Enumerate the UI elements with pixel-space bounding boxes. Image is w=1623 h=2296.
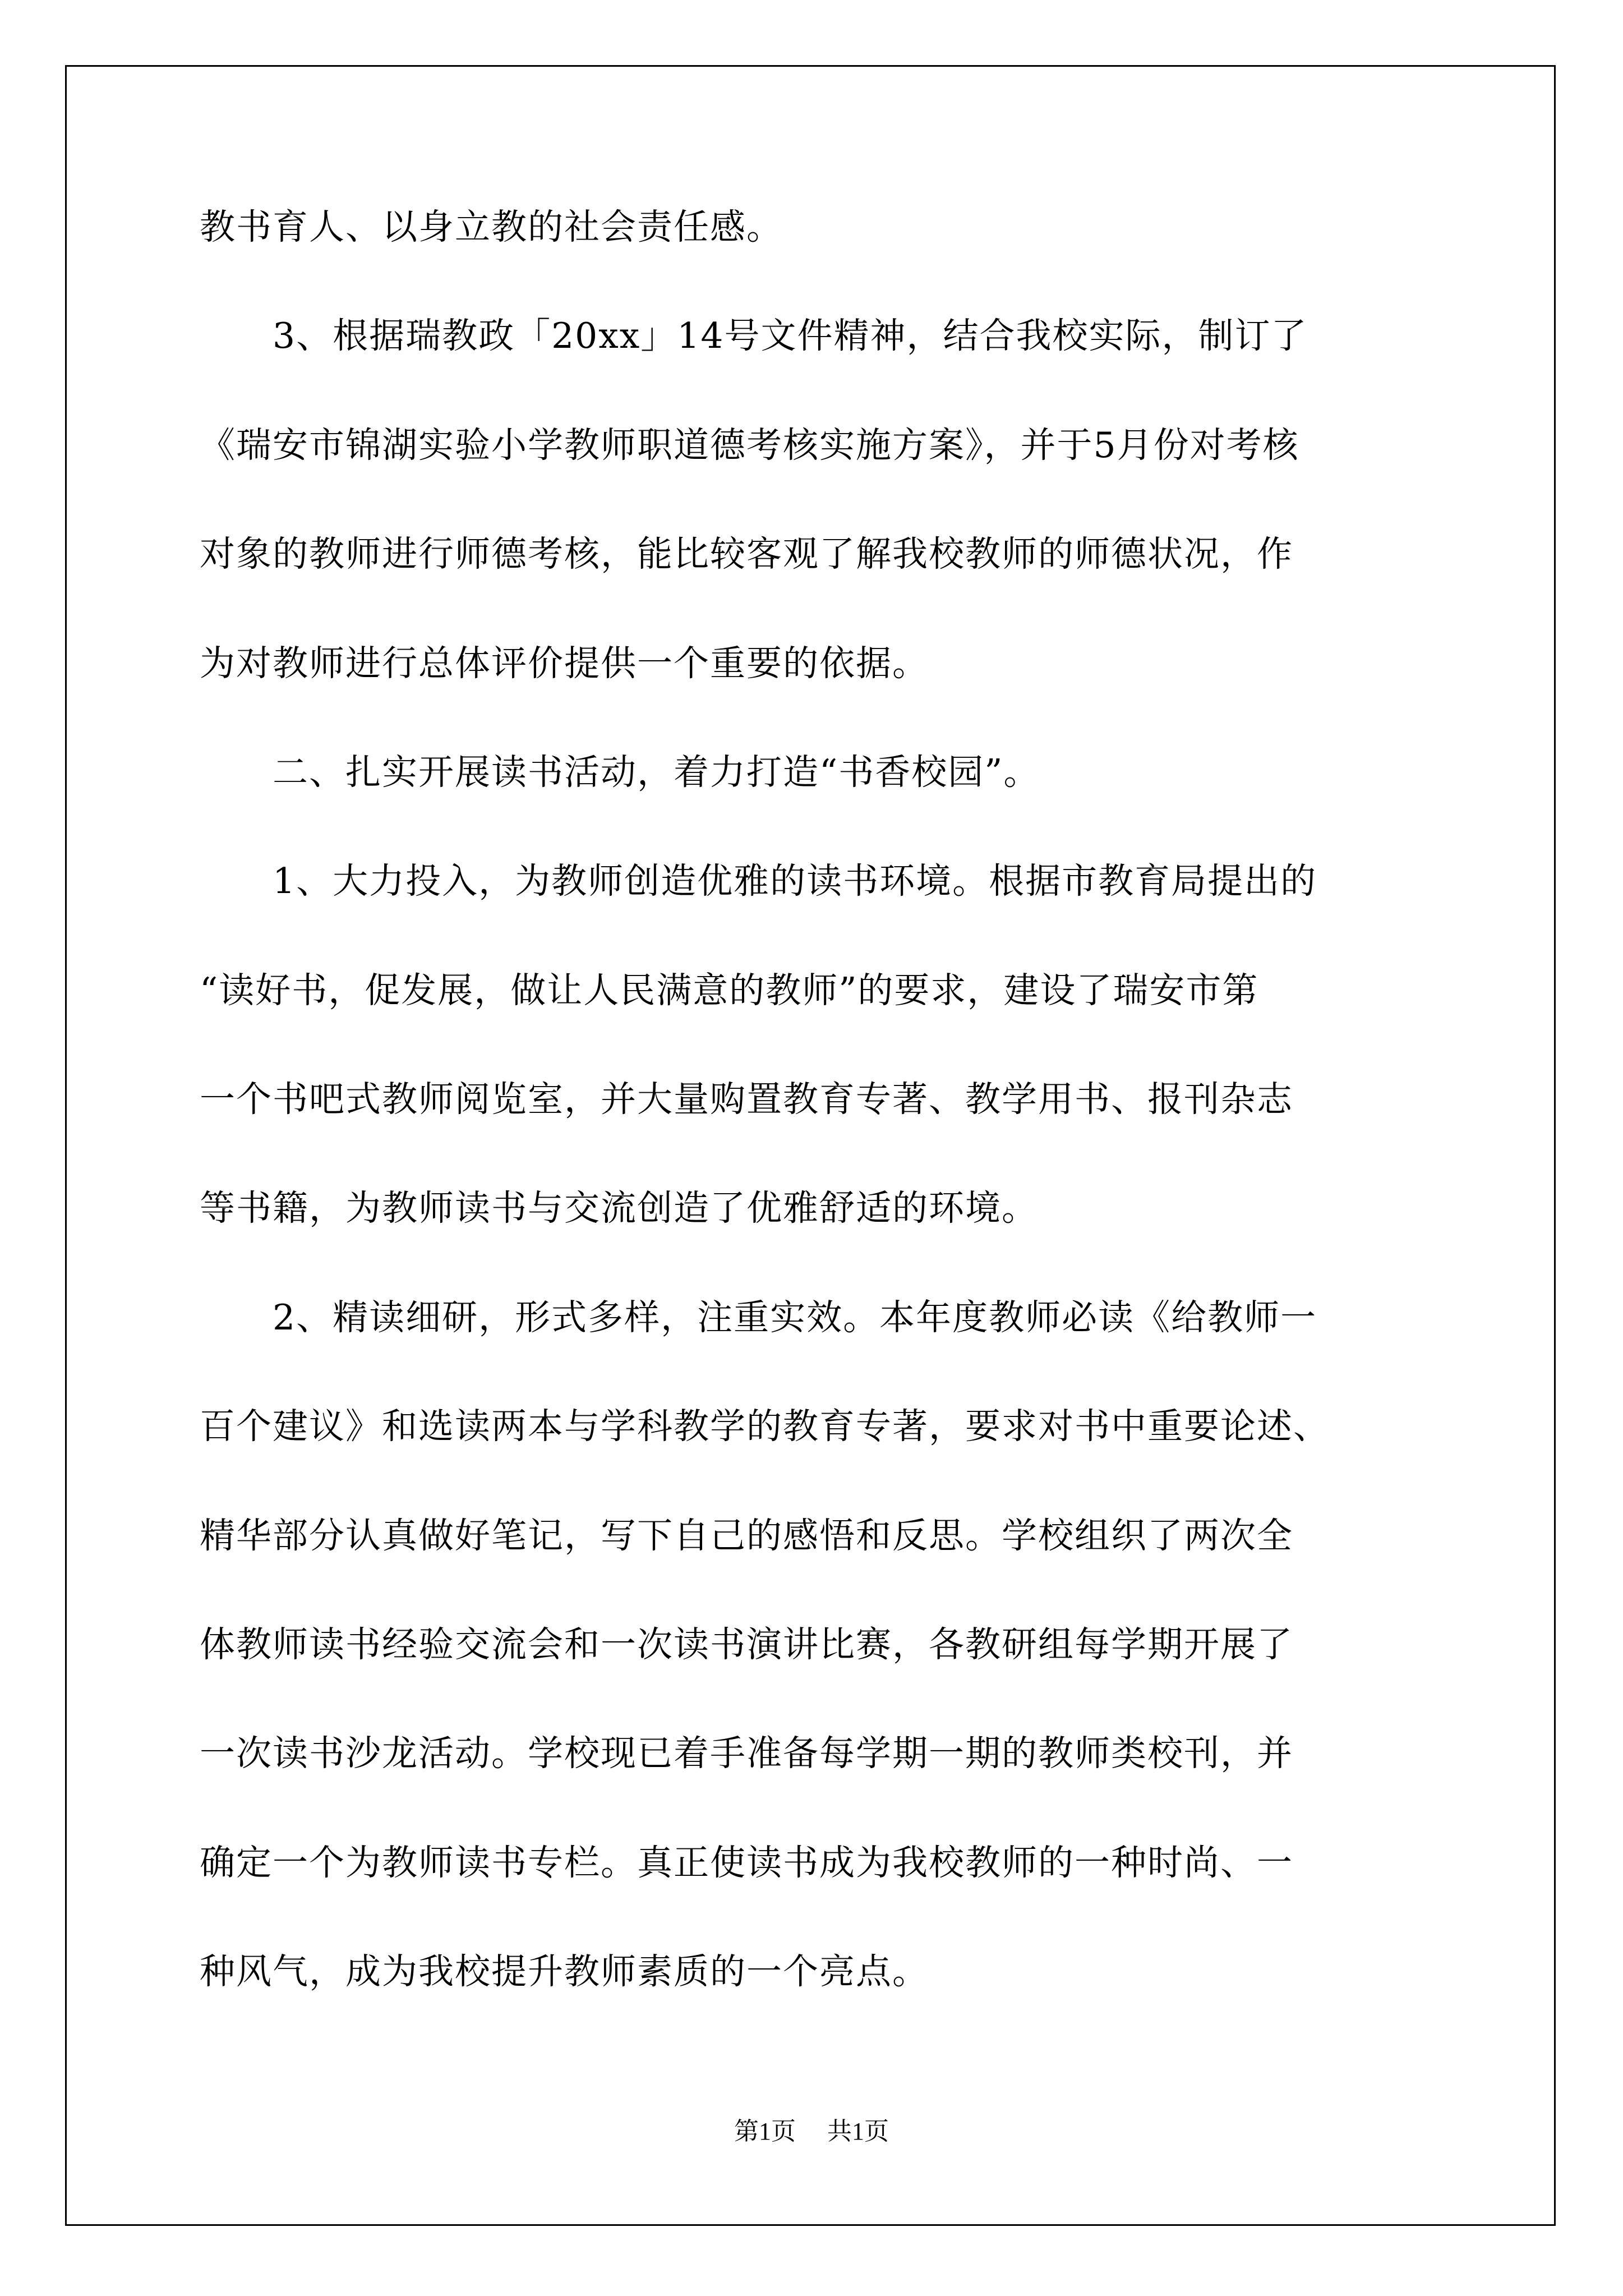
page-total: 共1页 [827, 2118, 889, 2145]
text-line: 精华部分认真做好笔记，写下自己的感悟和反思。学校组织了两次全 [200, 1515, 1293, 1556]
text-line: 体教师读书经验交流会和一次读书演讲比赛，各教研组每学期开展了 [200, 1624, 1293, 1665]
text-line: 教书育人、以身立教的社会责任感。 [200, 206, 783, 247]
text-line: 2、精读细研，形式多样，注重实效。本年度教师必读《给教师一 [200, 1297, 1317, 1338]
text-line: 等书籍，为教师读书与交流创造了优雅舒适的环境。 [200, 1188, 1038, 1228]
text-line: 1、大力投入，为教师创造优雅的读书环境。根据市教育局提出的 [200, 861, 1317, 901]
page-footer [0, 2115, 1623, 2148]
text-line: 确定一个为教师读书专栏。真正使读书成为我校教师的一种时尚、一 [200, 1842, 1293, 1883]
text-line: 一次读书沙龙活动。学校现已着手准备每学期一期的教师类校刊，并 [200, 1733, 1293, 1774]
text-line: 对象的教师进行师德考核，能比较客观了解我校教师的师德状况，作 [200, 533, 1293, 574]
text-line: 一个书吧式教师阅览室，并大量购置教育专著、教学用书、报刊杂志 [200, 1079, 1293, 1120]
page-number: 第1页 [734, 2118, 796, 2145]
text-line: 《瑞安市锦湖实验小学教师职道德考核实施方案》，并于5月份对考核 [200, 425, 1299, 466]
text-line: 种风气，成为我校提升教师素质的一个亮点。 [200, 1951, 929, 1992]
text-line: 为对教师进行总体评价提供一个重要的依据。 [200, 643, 929, 684]
text-line: 3、根据瑞教政「20xx」14号文件精神，结合我校实际，制订了 [200, 315, 1308, 356]
text-line: “读好书，促发展，做让人民满意的教师”的要求，建设了瑞安市第 [200, 970, 1259, 1011]
text-line: 百个建议》和选读两本与学科教学的教育专著，要求对书中重要论述、 [200, 1406, 1330, 1447]
page-border [65, 65, 1556, 2226]
text-line: 二、扎实开展读书活动，着力打造“书香校园”。 [200, 752, 1040, 793]
